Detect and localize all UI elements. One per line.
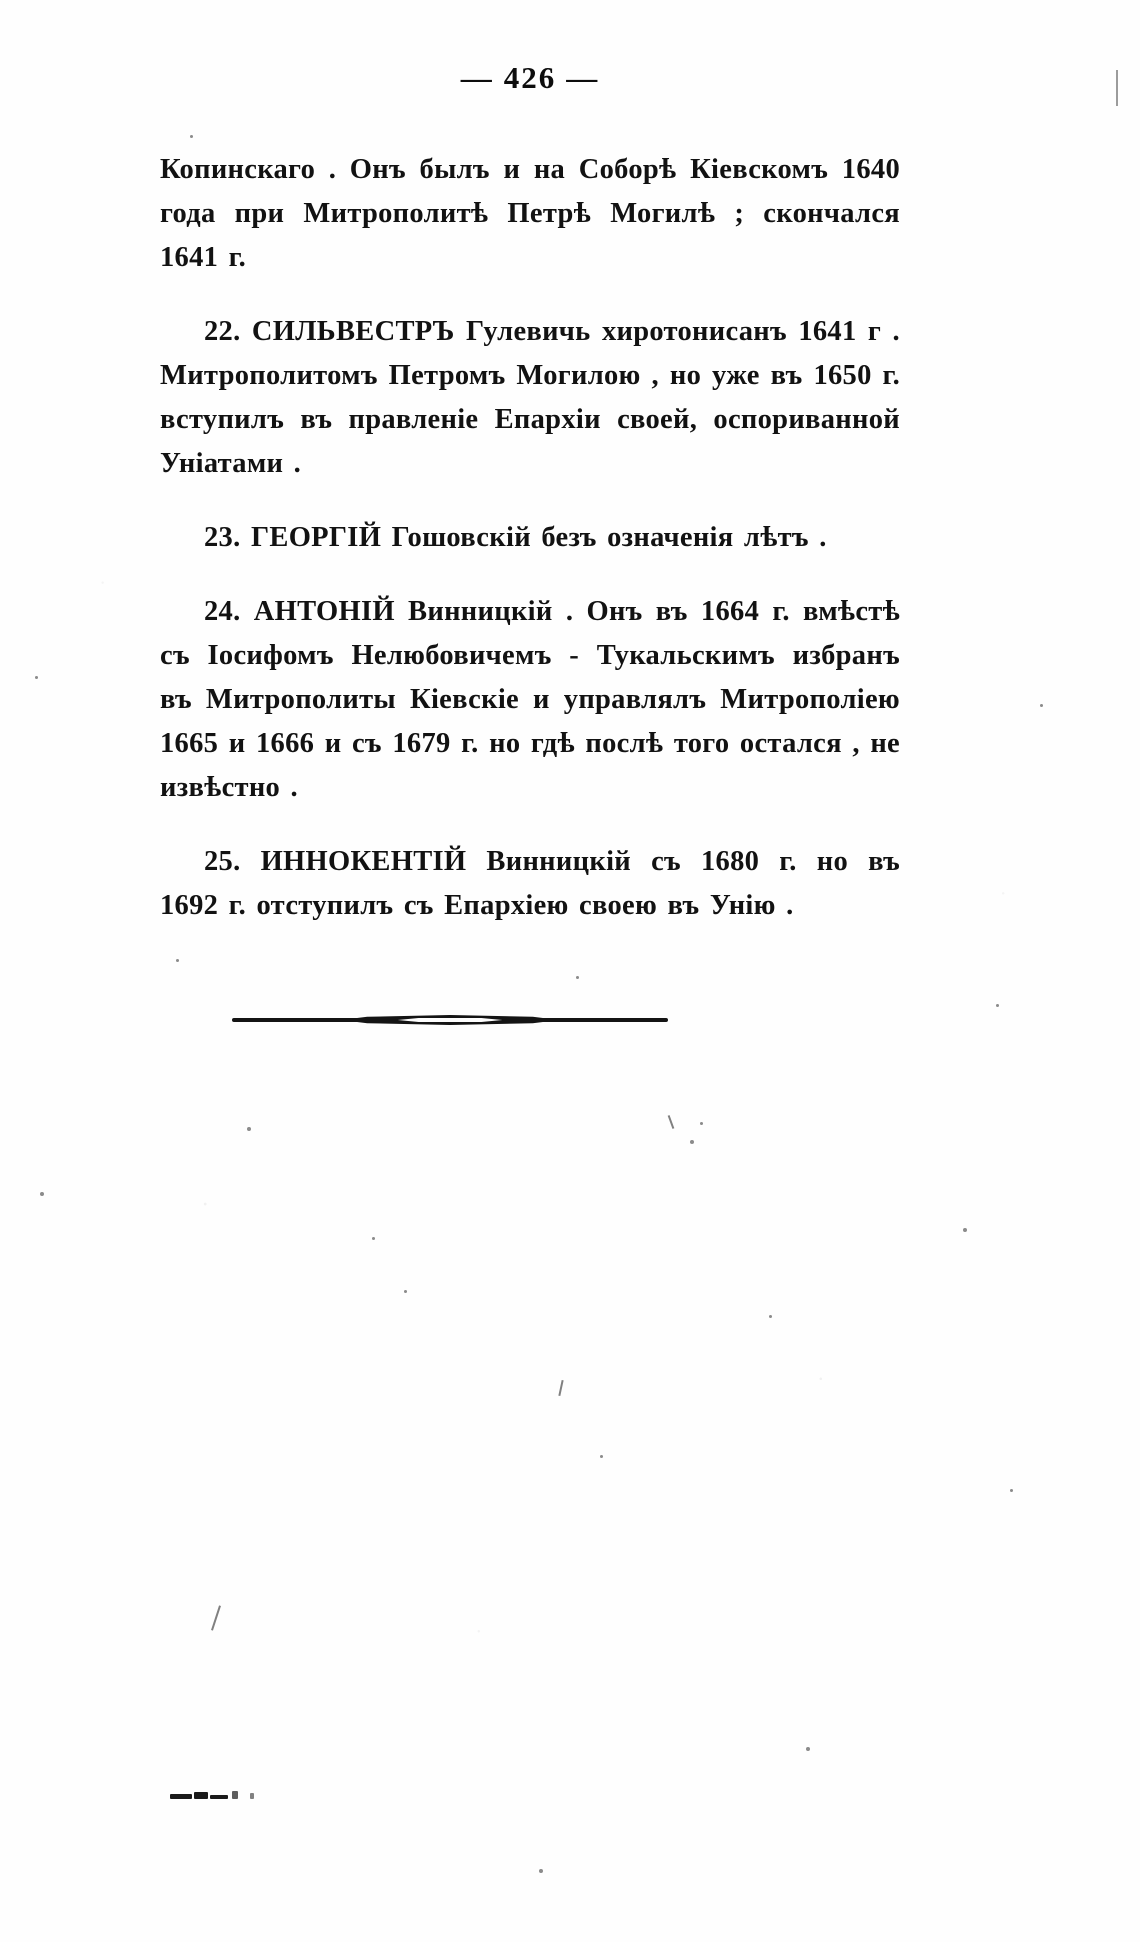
scan-speck [1040,704,1043,707]
scan-scratch [668,1115,675,1129]
scan-speck [806,1747,810,1751]
decorative-rule-lens-highlight [398,1018,503,1022]
page-number-dash-right: — [566,60,600,95]
scan-speck [576,976,579,979]
page-number-value: 426 [503,60,557,95]
paragraph-entry-25: 25. ИННОКЕНТІЙ Винницкій съ 1680 г. но въ 1692 г. отступилъ съ Епархіею своею въ Унію . [160,846,900,921]
scan-speck [372,1237,375,1240]
page-content [160,60,900,958]
scan-speck [769,1315,772,1318]
scan-speck [247,1127,251,1131]
paragraph-entry-22: 22. СИЛЬВЕСТРЪ Гулевичь хиротонисанъ 1641 г . Митрополитомъ Петромъ Могилою , но уже въ 1650 г. вступилъ въ правленіе Епархіи своей, оспориванной Уніатами . [160,316,900,479]
scan-speck [600,1455,603,1458]
scan-speck [963,1228,967,1232]
scan-speck [700,1122,703,1125]
scan-edge-artifact [1116,70,1118,106]
scan-speck [690,1140,694,1144]
scan-speck [539,1869,543,1873]
scan-speck [176,959,179,962]
scan-speck [40,1192,44,1196]
scan-scratch [211,1605,221,1630]
scan-scratch [558,1380,563,1396]
scan-speck [1010,1489,1013,1492]
page-number-dash-left: — [460,60,494,95]
page-number [160,60,900,96]
scan-speck [996,1004,999,1007]
scan-speck [404,1290,407,1293]
scan-smudge-artifact [170,1790,262,1804]
paragraph-entry-24: 24. АНТОНІЙ Винницкій . Онъ въ 1664 г. вмѣстѣ съ Іосифомъ Нелюбовичемъ - Тукальскимъ избранъ въ Митрополиты Кіевскіе и управлялъ Митрополіею 1665 и 1666 и съ 1679 г. но гдѣ послѣ того остался , не извѣстно . [160,596,900,803]
paragraph-entry-23: 23. ГЕОРГІЙ Гошовскій безъ означенія лѣтъ . [204,522,827,553]
paragraph-kopinskago: Копинскаго . Онъ былъ и на Соборѣ Кіевскомъ 1640 года при Митрополитѣ Петрѣ Могилѣ ; скончался 1641 г. [160,154,900,273]
scan-speck [190,135,193,138]
decorative-rule [232,1010,668,1032]
scan-speck [35,676,38,679]
